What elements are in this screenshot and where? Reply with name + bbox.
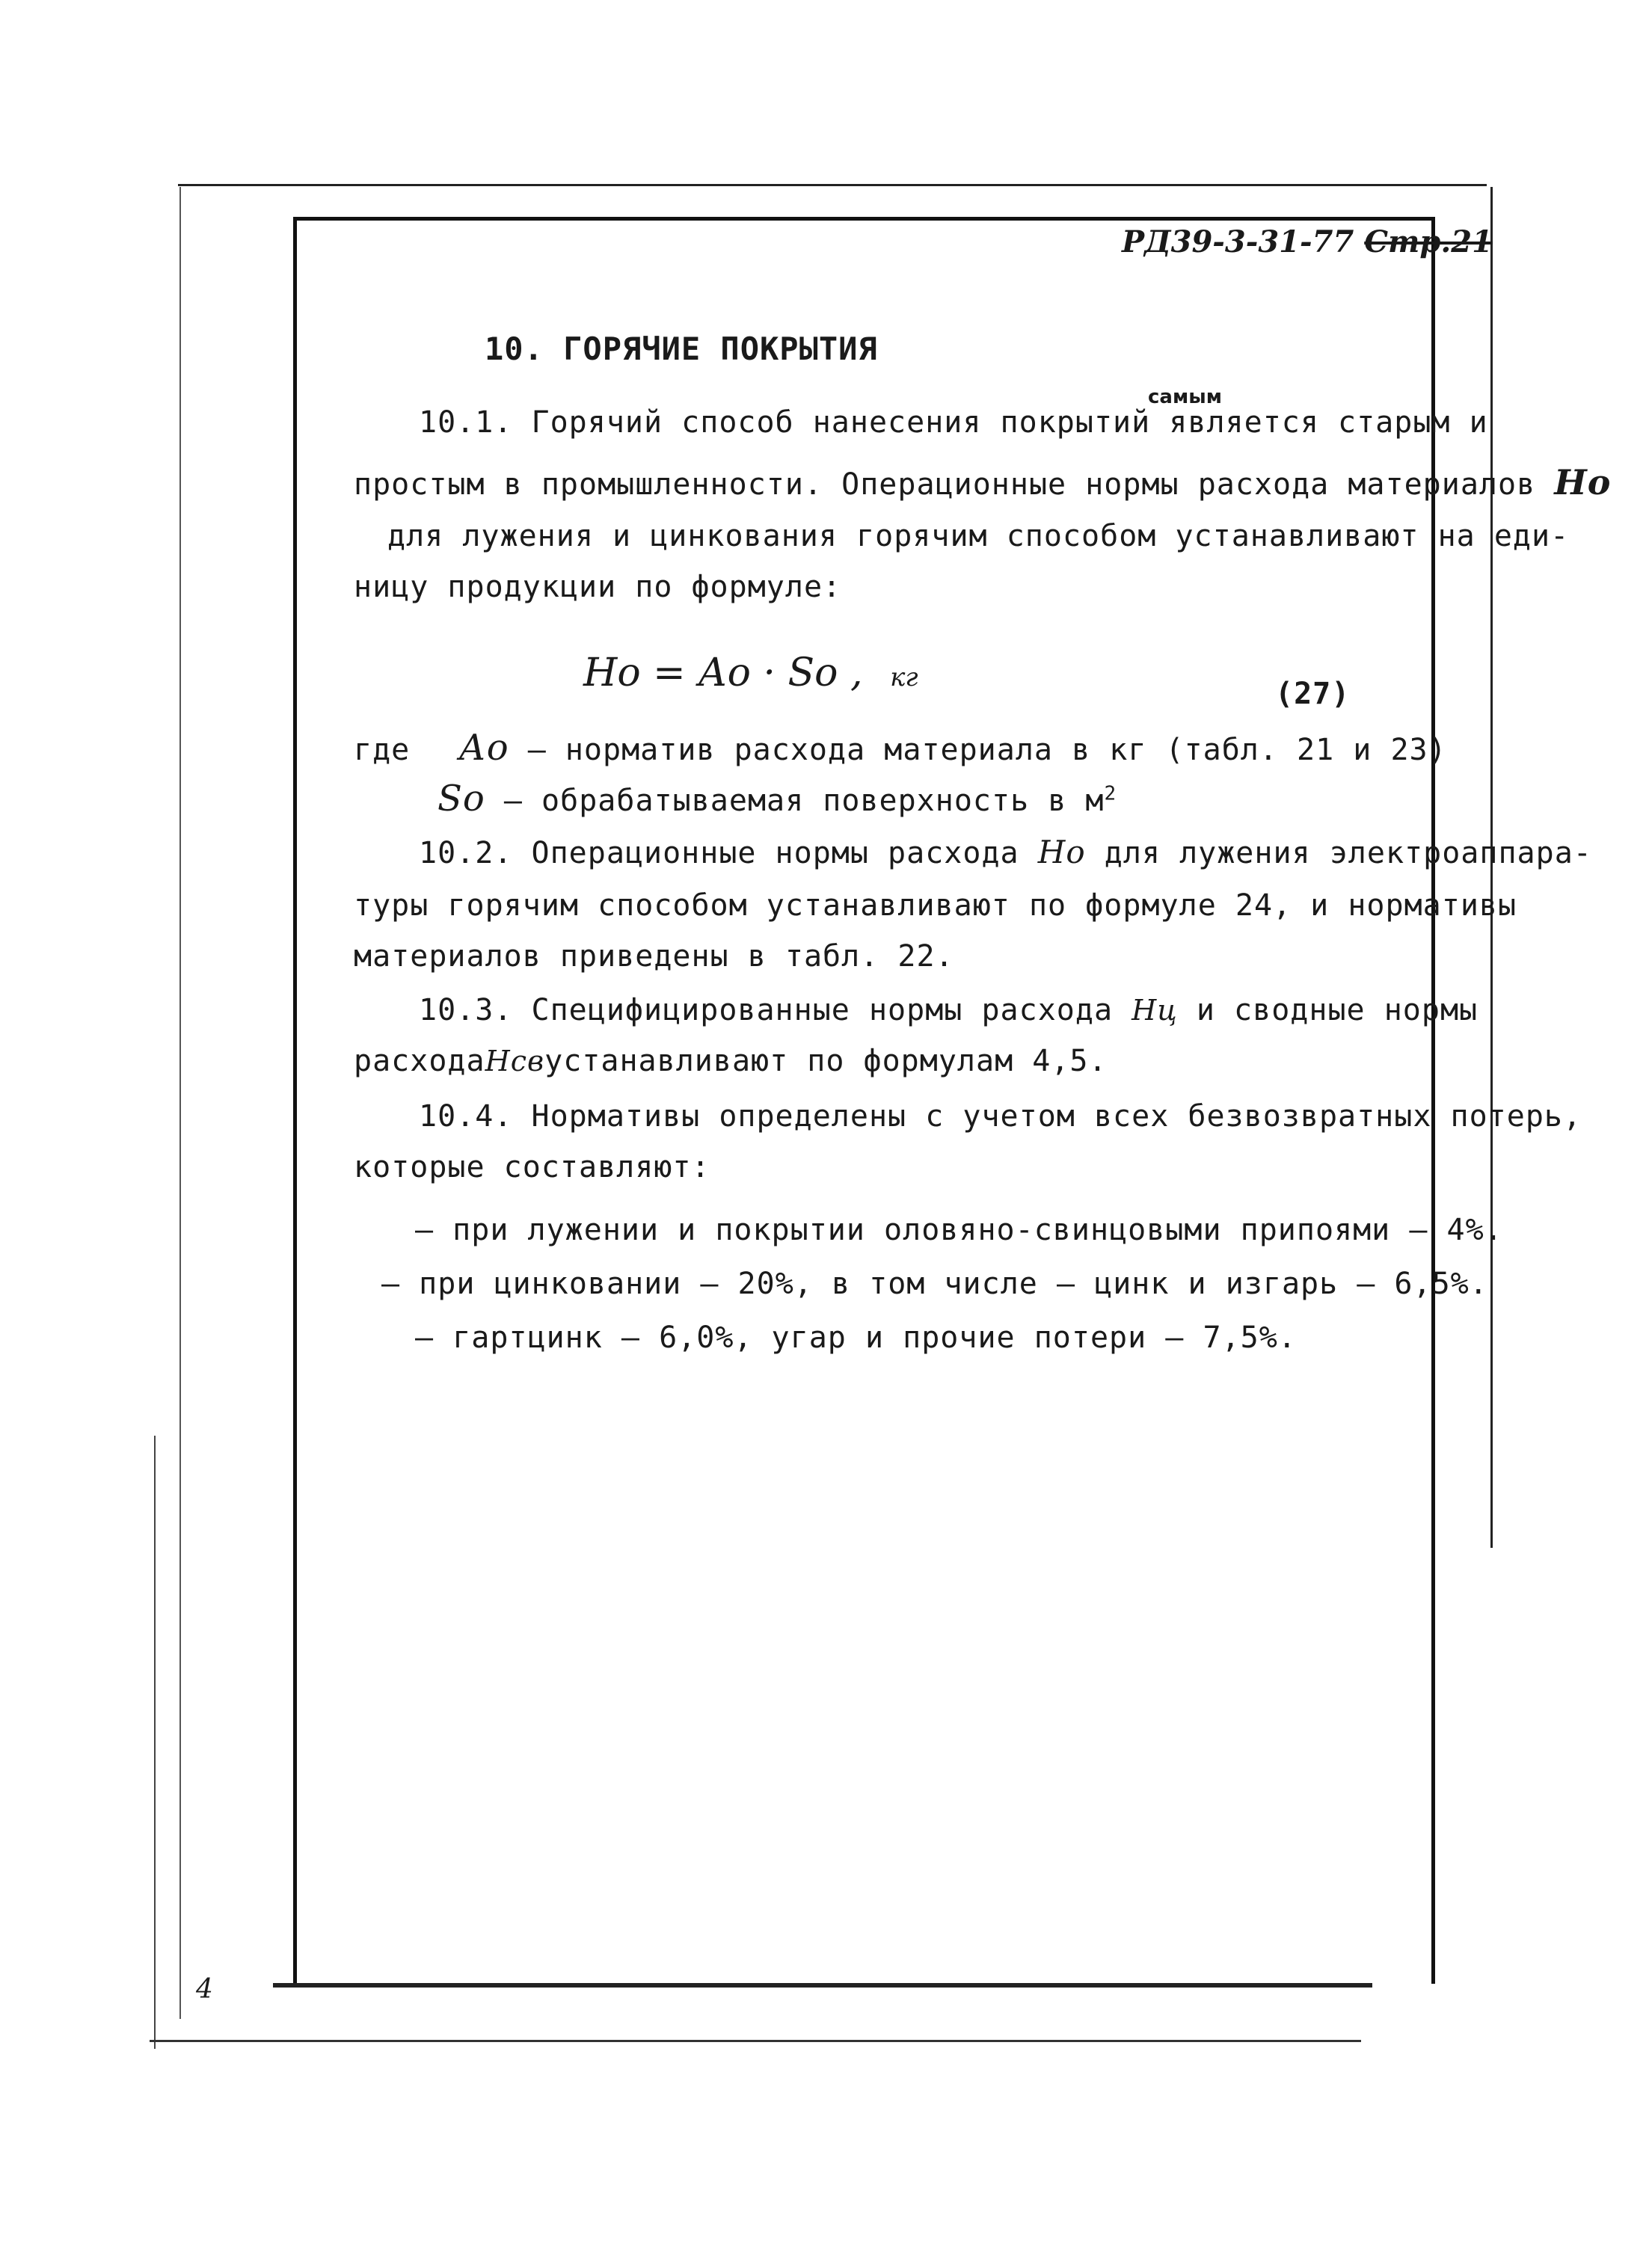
definition-a-text: – норматив расхода материала в кг (табл. 21 и 23) — [527, 733, 1447, 767]
page-frame-bottom — [273, 1983, 1372, 1988]
symbol-ho: Но — [1554, 462, 1612, 502]
definition-a — [354, 727, 1447, 769]
loss-item: – при лужении и покрытии оловяно-свинцовыми припоями – 4%. — [415, 1213, 1503, 1247]
p10-3-suffix: и сводные нормы — [1196, 993, 1478, 1027]
p10-3-line2 — [354, 1044, 1108, 1078]
symbol-hsv: Нсв — [485, 1045, 545, 1078]
formula-unit: кг — [890, 663, 918, 692]
where-label: где — [354, 733, 411, 767]
symbol-so: Sо — [437, 778, 485, 820]
symbol-ho-2: Но — [1037, 834, 1086, 870]
page-number: Стр.21 — [1364, 224, 1493, 259]
sheet-top-edge — [178, 184, 1487, 186]
p10-1-line2-text: простым в промышленности. Операционные нормы расхода материалов — [354, 467, 1536, 502]
loss-item: – гартцинк – 6,0%, угар и прочие потери – 7,5%. — [415, 1321, 1297, 1355]
symbol-hc: Нц — [1131, 994, 1178, 1027]
document-stamp — [1122, 224, 1493, 259]
p10-3-line2-suffix: устанавливают по формулам 4,5. — [544, 1044, 1108, 1078]
p10-2-line2: туры горячим способом устанавливают по формуле 24, и нормативы — [354, 888, 1517, 923]
symbol-ao: Ао — [458, 727, 509, 769]
definition-s-text: – обрабатываемая поверхность в м — [503, 784, 1105, 818]
formula-27 — [583, 651, 918, 695]
section-title: 10. ГОРЯЧИЕ ПОКРЫТИЯ — [485, 331, 878, 367]
p10-4-line1: 10.4. Нормативы определены с учетом всех безвозвратных потерь, — [419, 1099, 1582, 1134]
p10-2-suffix: для лужения электроаппара- — [1104, 836, 1592, 870]
formula-expression: Но = Ао · Sо , — [583, 651, 863, 695]
corner-mark: 4 — [196, 1974, 213, 2005]
definition-s-power: 2 — [1104, 782, 1117, 805]
p10-2-line3: материалов приведены в табл. 22. — [354, 939, 954, 974]
p10-3-line2-prefix: расхода — [354, 1044, 485, 1078]
formula-number: (27) — [1275, 677, 1351, 711]
p10-3-prefix: 10.3. Специфицированные нормы расхода — [419, 993, 1114, 1027]
p10-3-line1 — [419, 993, 1478, 1027]
p10-1-line1: 10.1. Горячий способ нанесения покрытий является старым и — [419, 405, 1488, 440]
loss-item: – при цинковании – 20%, в том числе – цинк и изгарь – 6,5%. — [381, 1267, 1488, 1301]
p10-1-line2 — [354, 462, 1611, 502]
p10-4-line2: которые составляют: — [354, 1150, 710, 1184]
document-code: РД39-3-31-77 — [1122, 224, 1354, 259]
sheet-bottom-edge — [150, 2040, 1361, 2042]
sheet-left-edge-inner — [154, 1436, 156, 2049]
insertion-note: самым — [1148, 386, 1222, 408]
p10-2-prefix: 10.2. Операционные нормы расхода — [419, 836, 1019, 870]
p10-1-line3: для лужения и цинкования горячим способом устанавливают на еди- — [387, 519, 1570, 553]
p10-1-line4: ницу продукции по формуле: — [354, 570, 842, 604]
p10-2-line1 — [419, 834, 1592, 870]
definition-s — [437, 778, 1117, 820]
sheet-left-edge — [179, 187, 181, 2019]
